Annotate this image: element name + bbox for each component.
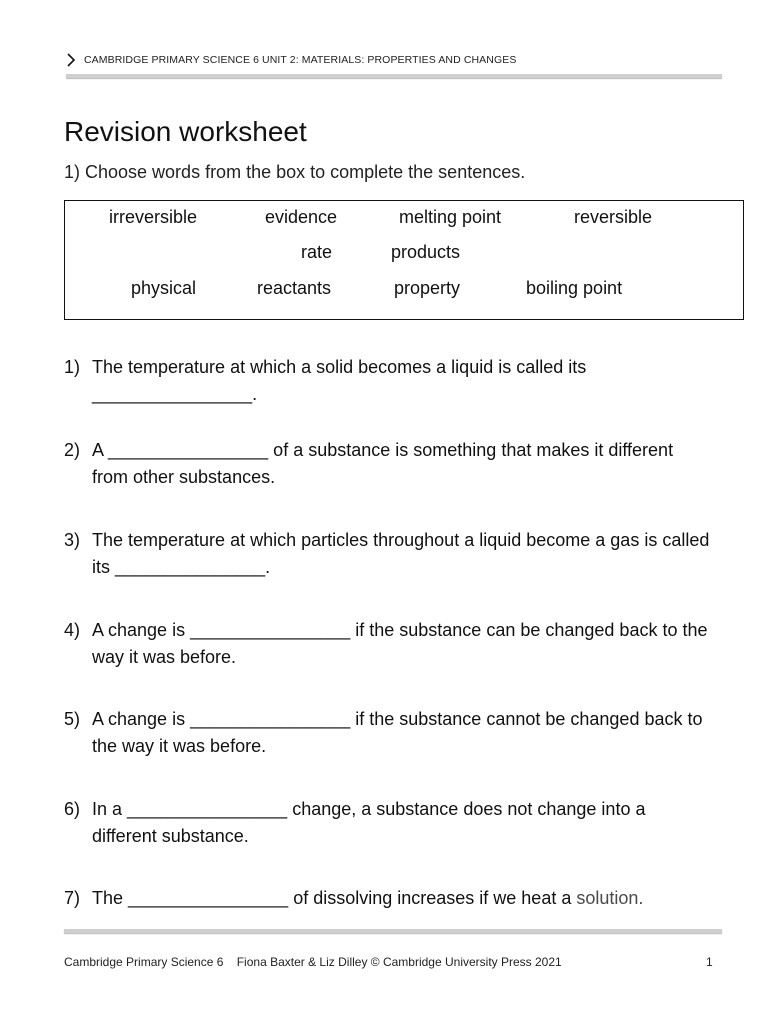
header-text: CAMBRIDGE PRIMARY SCIENCE 6 UNIT 2: MATERIALS: PROPERTIES AND CHANGES: [84, 54, 517, 66]
question-number: 5): [64, 709, 81, 729]
word-evidence: evidence: [265, 207, 338, 227]
word-property: property: [394, 278, 461, 298]
question-text: In a ________________ change, a substance does not change into a different substance.: [92, 799, 646, 846]
question-text-accent: solution.: [576, 888, 644, 908]
word-melting-point: melting point: [399, 207, 502, 227]
question-2: [64, 437, 714, 491]
question-text-main: The ________________ of dissolving increases if we heat a: [92, 888, 572, 908]
question-number: 1): [64, 357, 81, 377]
question-3: [64, 527, 714, 581]
question-text: A change is ________________ if the substance cannot be changed back to the way it was before.: [92, 709, 703, 756]
question-text: [92, 885, 714, 912]
instruction: 1) Choose words from the box to complete the sentences.: [64, 162, 526, 182]
question-number: 4): [64, 620, 81, 640]
question-number: 2): [64, 440, 81, 460]
page-title: Revision worksheet: [64, 116, 307, 147]
question-number: 3): [64, 530, 81, 550]
word-irreversible: irreversible: [109, 207, 198, 227]
question-6: [64, 796, 714, 850]
question-4: [64, 617, 714, 671]
footer-divider: [64, 929, 722, 933]
word-boiling-point: boiling point: [526, 278, 623, 298]
running-header: [64, 50, 516, 70]
question-text: The temperature at which a solid becomes a liquid is called its ________________.: [92, 357, 587, 404]
word-reversible: reversible: [574, 207, 653, 227]
question-7: [64, 885, 714, 912]
word-rate: rate: [301, 242, 333, 262]
word-physical: physical: [131, 278, 197, 298]
question-5: [64, 706, 714, 760]
word-box: [64, 200, 744, 320]
question-text: A ________________ of a substance is something that makes it different from other substances.: [92, 440, 674, 487]
word-products: products: [391, 242, 461, 262]
footer-credit: Cambridge Primary Science 6 Fiona Baxter & Liz Dilley © Cambridge University Press 2021: [64, 955, 562, 969]
question-number: 6): [64, 799, 81, 819]
question-number: 7): [64, 888, 81, 908]
word-reactants: reactants: [257, 278, 332, 298]
chevron-right-icon: [64, 51, 78, 69]
question-text: A change is ________________ if the substance can be changed back to the way it was before.: [92, 620, 708, 667]
page-number: 1: [706, 955, 713, 969]
header-divider: [66, 74, 722, 78]
question-1: [64, 354, 714, 408]
question-text: The temperature at which particles throughout a liquid become a gas is called its _______________.: [92, 530, 710, 577]
